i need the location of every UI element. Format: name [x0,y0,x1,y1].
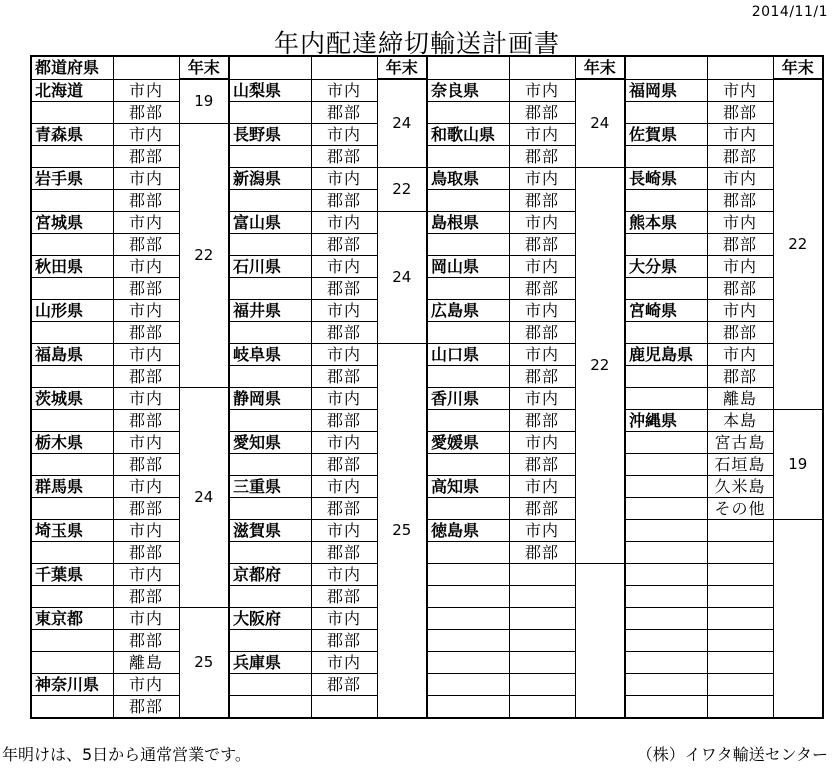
prefecture-cell [427,497,509,519]
area-cell: 市内 [113,519,179,541]
footer-note: 年明けは、5日から通常営業です。 [2,745,251,764]
header-area [311,56,377,79]
area-cell [707,629,773,651]
table-row [31,629,823,651]
table-row [31,409,823,431]
header-nenmatsu: 年末 [773,56,823,79]
header-pref [229,56,311,79]
header-pref: 都道府県 [31,56,113,79]
prefecture-cell: 鳥取県 [427,167,509,189]
area-cell [509,607,575,629]
area-cell: 郡部 [509,321,575,343]
delivery-schedule-table [30,55,824,719]
prefecture-cell [625,651,707,673]
area-cell [707,607,773,629]
area-cell: 郡部 [707,233,773,255]
area-cell: 郡部 [707,321,773,343]
prefecture-cell [427,607,509,629]
area-cell: 郡部 [707,365,773,387]
prefecture-cell: 愛知県 [229,431,311,453]
prefecture-cell: 山口県 [427,343,509,365]
prefecture-cell: 富山県 [229,211,311,233]
area-cell: 市内 [707,167,773,189]
prefecture-cell: 神奈川県 [31,673,113,695]
prefecture-cell: 静岡県 [229,387,311,409]
prefecture-cell: 山形県 [31,299,113,321]
header-pref [427,56,509,79]
prefecture-cell [31,321,113,343]
table-row [31,607,823,629]
prefecture-cell [229,409,311,431]
prefecture-cell [31,233,113,255]
table-row [31,321,823,343]
table-row [31,79,823,101]
table-row [31,101,823,123]
prefecture-cell: 大阪府 [229,607,311,629]
area-cell: 市内 [509,167,575,189]
table-row [31,431,823,453]
prefecture-cell [427,365,509,387]
table-row [31,387,823,409]
table-header-row [31,56,823,79]
area-cell: 市内 [311,387,377,409]
area-cell: 市内 [311,211,377,233]
footer-company: （株）イワタ輸送センター [636,745,828,764]
nenmatsu-deadline-cell: 22 [179,123,229,387]
prefecture-cell [625,475,707,497]
page-title: 年内配達締切輸送計画書 [273,29,560,58]
area-cell: 市内 [311,123,377,145]
area-cell: 市内 [311,519,377,541]
prefecture-cell: 岡山県 [427,255,509,277]
area-cell [707,541,773,563]
prefecture-cell [625,563,707,585]
area-cell [509,673,575,695]
prefecture-cell [229,233,311,255]
area-cell: 郡部 [113,541,179,563]
nenmatsu-deadline-cell: 24 [575,79,625,167]
area-cell: 市内 [113,673,179,695]
prefecture-cell [229,101,311,123]
prefecture-cell [427,409,509,431]
area-cell: 郡部 [509,365,575,387]
prefecture-cell: 兵庫県 [229,651,311,673]
area-cell: 石垣島 [707,453,773,475]
area-cell: 市内 [311,651,377,673]
table-row [31,585,823,607]
area-cell: 郡部 [311,409,377,431]
prefecture-cell [625,673,707,695]
area-cell: 市内 [113,475,179,497]
area-cell [509,629,575,651]
prefecture-cell: 三重県 [229,475,311,497]
table-row [31,233,823,255]
area-cell: 市内 [113,211,179,233]
prefecture-cell [427,321,509,343]
area-cell: 市内 [113,387,179,409]
area-cell: 郡部 [311,233,377,255]
area-cell: 市内 [311,431,377,453]
prefecture-cell [31,145,113,167]
header-nenmatsu: 年末 [377,56,427,79]
area-cell: 市内 [311,167,377,189]
prefecture-cell [229,673,311,695]
prefecture-cell: 埼玉県 [31,519,113,541]
prefecture-cell: 熊本県 [625,211,707,233]
area-cell: 市内 [311,563,377,585]
area-cell: 市内 [707,255,773,277]
prefecture-cell: 石川県 [229,255,311,277]
area-cell: 市内 [113,607,179,629]
prefecture-cell: 秋田県 [31,255,113,277]
prefecture-cell: 岐阜県 [229,343,311,365]
area-cell: 郡部 [311,145,377,167]
area-cell: 離島 [707,387,773,409]
table-row [31,519,823,541]
prefecture-cell [427,453,509,475]
prefecture-cell: 福岡県 [625,79,707,101]
area-cell: 市内 [311,343,377,365]
area-cell: 郡部 [509,497,575,519]
prefecture-cell [229,145,311,167]
prefecture-cell [427,145,509,167]
area-cell: 市内 [113,79,179,101]
area-cell: 郡部 [113,233,179,255]
nenmatsu-deadline-cell: 24 [377,211,427,343]
prefecture-cell [31,541,113,563]
area-cell: 市内 [113,299,179,321]
prefecture-cell [625,189,707,211]
prefecture-cell [31,651,113,673]
prefecture-cell: 香川県 [427,387,509,409]
area-cell: 市内 [311,79,377,101]
area-cell: 市内 [311,607,377,629]
prefecture-cell: 福島県 [31,343,113,365]
nenmatsu-deadline-cell: 24 [377,79,427,167]
area-cell: 市内 [509,255,575,277]
area-cell: 市内 [509,299,575,321]
prefecture-cell: 島根県 [427,211,509,233]
prefecture-cell [31,101,113,123]
header-nenmatsu: 年末 [575,56,625,79]
area-cell [707,695,773,718]
area-cell: 郡部 [311,277,377,299]
nenmatsu-deadline-cell: 22 [773,79,823,409]
prefecture-cell [427,233,509,255]
prefecture-cell [229,629,311,651]
document-date: 2014/11/1 [751,4,828,20]
prefecture-cell [427,101,509,123]
area-cell: 市内 [113,255,179,277]
area-cell [509,563,575,585]
area-cell: 市内 [707,123,773,145]
prefecture-cell [427,695,509,718]
area-cell [311,695,377,718]
prefecture-cell [625,453,707,475]
table-row [31,365,823,387]
area-cell: 郡部 [311,453,377,475]
area-cell: 郡部 [509,189,575,211]
prefecture-cell: 栃木県 [31,431,113,453]
area-cell: 郡部 [113,695,179,718]
prefecture-cell [229,321,311,343]
prefecture-cell [625,541,707,563]
area-cell: 郡部 [311,541,377,563]
area-cell [707,563,773,585]
area-cell: 宮古島 [707,431,773,453]
prefecture-cell: 群馬県 [31,475,113,497]
area-cell: 久米島 [707,475,773,497]
area-cell: 郡部 [311,189,377,211]
table-row [31,123,823,145]
nenmatsu-deadline-cell: 22 [377,167,427,211]
prefecture-cell: 京都府 [229,563,311,585]
area-cell: 郡部 [509,453,575,475]
prefecture-cell: 北海道 [31,79,113,101]
prefecture-cell [625,629,707,651]
prefecture-cell: 和歌山県 [427,123,509,145]
table-row [31,695,823,718]
area-cell: 市内 [113,123,179,145]
prefecture-cell: 滋賀県 [229,519,311,541]
header-area [707,56,773,79]
prefecture-cell [625,321,707,343]
header-area [509,56,575,79]
area-cell: 郡部 [113,277,179,299]
prefecture-cell [427,563,509,585]
table-body [31,79,823,718]
prefecture-cell [31,277,113,299]
table-row [31,145,823,167]
area-cell: 郡部 [113,497,179,519]
prefecture-cell: 広島県 [427,299,509,321]
area-cell: 郡部 [311,101,377,123]
nenmatsu-deadline-cell: 19 [179,79,229,123]
area-cell: 郡部 [509,233,575,255]
prefecture-cell: 茨城県 [31,387,113,409]
prefecture-cell [229,585,311,607]
area-cell: 郡部 [311,629,377,651]
prefecture-cell: 長崎県 [625,167,707,189]
prefecture-cell [229,365,311,387]
area-cell: 郡部 [113,453,179,475]
area-cell: 郡部 [113,321,179,343]
prefecture-cell [427,629,509,651]
prefecture-cell [229,453,311,475]
area-cell: 市内 [509,211,575,233]
area-cell: 市内 [509,431,575,453]
area-cell: 郡部 [509,277,575,299]
nenmatsu-deadline-cell: 24 [179,387,229,607]
area-cell: 郡部 [113,409,179,431]
prefecture-cell: 新潟県 [229,167,311,189]
table-row [31,651,823,673]
table-row [31,673,823,695]
area-cell: 郡部 [707,101,773,123]
area-cell: 市内 [707,211,773,233]
area-cell: 郡部 [113,365,179,387]
area-cell: 郡部 [707,277,773,299]
area-cell: 郡部 [509,101,575,123]
prefecture-cell [625,607,707,629]
table-row [31,277,823,299]
prefecture-cell [625,519,707,541]
table-row [31,343,823,365]
prefecture-cell: 東京都 [31,607,113,629]
area-cell: 市内 [509,387,575,409]
table-row [31,563,823,585]
area-cell: 郡部 [509,145,575,167]
prefecture-cell: 青森県 [31,123,113,145]
nenmatsu-deadline-cell: 22 [575,167,625,563]
area-cell: 市内 [113,167,179,189]
area-cell: 市内 [509,519,575,541]
nenmatsu-deadline-cell: 25 [179,607,229,718]
area-cell: 市内 [113,563,179,585]
area-cell: 離島 [113,651,179,673]
prefecture-cell: 佐賀県 [625,123,707,145]
area-cell [707,673,773,695]
table-row [31,255,823,277]
area-cell: 郡部 [707,145,773,167]
nenmatsu-deadline-cell [575,563,625,718]
prefecture-cell [427,673,509,695]
nenmatsu-deadline-cell: 19 [773,409,823,519]
table-row [31,475,823,497]
area-cell: 市内 [509,343,575,365]
prefecture-cell [625,365,707,387]
table-row [31,453,823,475]
prefecture-cell [427,277,509,299]
prefecture-cell: 大分県 [625,255,707,277]
area-cell: 本島 [707,409,773,431]
prefecture-cell [625,277,707,299]
prefecture-cell: 岩手県 [31,167,113,189]
area-cell: 市内 [113,431,179,453]
area-cell: その他 [707,497,773,519]
area-cell: 郡部 [113,585,179,607]
prefecture-cell [625,497,707,519]
prefecture-cell [229,277,311,299]
area-cell [707,651,773,673]
area-cell [509,651,575,673]
area-cell: 市内 [509,79,575,101]
prefecture-cell: 宮城県 [31,211,113,233]
area-cell: 市内 [311,475,377,497]
header-area [113,56,179,79]
prefecture-cell: 徳島県 [427,519,509,541]
area-cell: 市内 [311,255,377,277]
area-cell: 市内 [311,299,377,321]
area-cell: 郡部 [113,145,179,167]
area-cell: 市内 [509,123,575,145]
area-cell: 郡部 [113,629,179,651]
area-cell [509,695,575,718]
area-cell: 郡部 [311,497,377,519]
prefecture-cell: 千葉県 [31,563,113,585]
area-cell: 郡部 [311,585,377,607]
prefecture-cell [625,695,707,718]
area-cell: 市内 [113,343,179,365]
prefecture-cell [31,409,113,431]
area-cell: 郡部 [707,189,773,211]
area-cell: 市内 [707,343,773,365]
prefecture-cell: 沖縄県 [625,409,707,431]
prefecture-cell [625,585,707,607]
prefecture-cell: 山梨県 [229,79,311,101]
prefecture-cell: 福井県 [229,299,311,321]
prefecture-cell [31,365,113,387]
prefecture-cell [625,145,707,167]
area-cell: 郡部 [311,673,377,695]
area-cell: 郡部 [509,541,575,563]
area-cell: 郡部 [113,101,179,123]
prefecture-cell [229,695,311,718]
area-cell: 市内 [707,79,773,101]
prefecture-cell: 宮崎県 [625,299,707,321]
prefecture-cell [31,585,113,607]
prefecture-cell [625,101,707,123]
prefecture-cell: 高知県 [427,475,509,497]
prefecture-cell [229,497,311,519]
area-cell: 市内 [707,299,773,321]
table-row [31,189,823,211]
area-cell: 郡部 [509,409,575,431]
prefecture-cell [31,695,113,718]
table-row [31,541,823,563]
prefecture-cell [427,189,509,211]
prefecture-cell [31,629,113,651]
prefecture-cell: 愛媛県 [427,431,509,453]
area-cell: 郡部 [113,189,179,211]
area-cell: 市内 [509,475,575,497]
prefecture-cell [427,541,509,563]
header-pref [625,56,707,79]
nenmatsu-deadline-cell: 25 [377,343,427,718]
area-cell [509,585,575,607]
prefecture-cell [625,431,707,453]
nenmatsu-deadline-cell [773,519,823,718]
table-row [31,497,823,519]
prefecture-cell [427,585,509,607]
prefecture-cell [229,541,311,563]
prefecture-cell [31,497,113,519]
table-row [31,167,823,189]
prefecture-cell [625,387,707,409]
area-cell [707,585,773,607]
prefecture-cell [31,189,113,211]
prefecture-cell [427,651,509,673]
prefecture-cell: 鹿児島県 [625,343,707,365]
area-cell: 郡部 [311,365,377,387]
area-cell: 郡部 [311,321,377,343]
area-cell [707,519,773,541]
table-row [31,211,823,233]
prefecture-cell: 奈良県 [427,79,509,101]
prefecture-cell: 長野県 [229,123,311,145]
prefecture-cell [625,233,707,255]
table-row [31,299,823,321]
prefecture-cell [229,189,311,211]
prefecture-cell [31,453,113,475]
header-nenmatsu: 年末 [179,56,229,79]
